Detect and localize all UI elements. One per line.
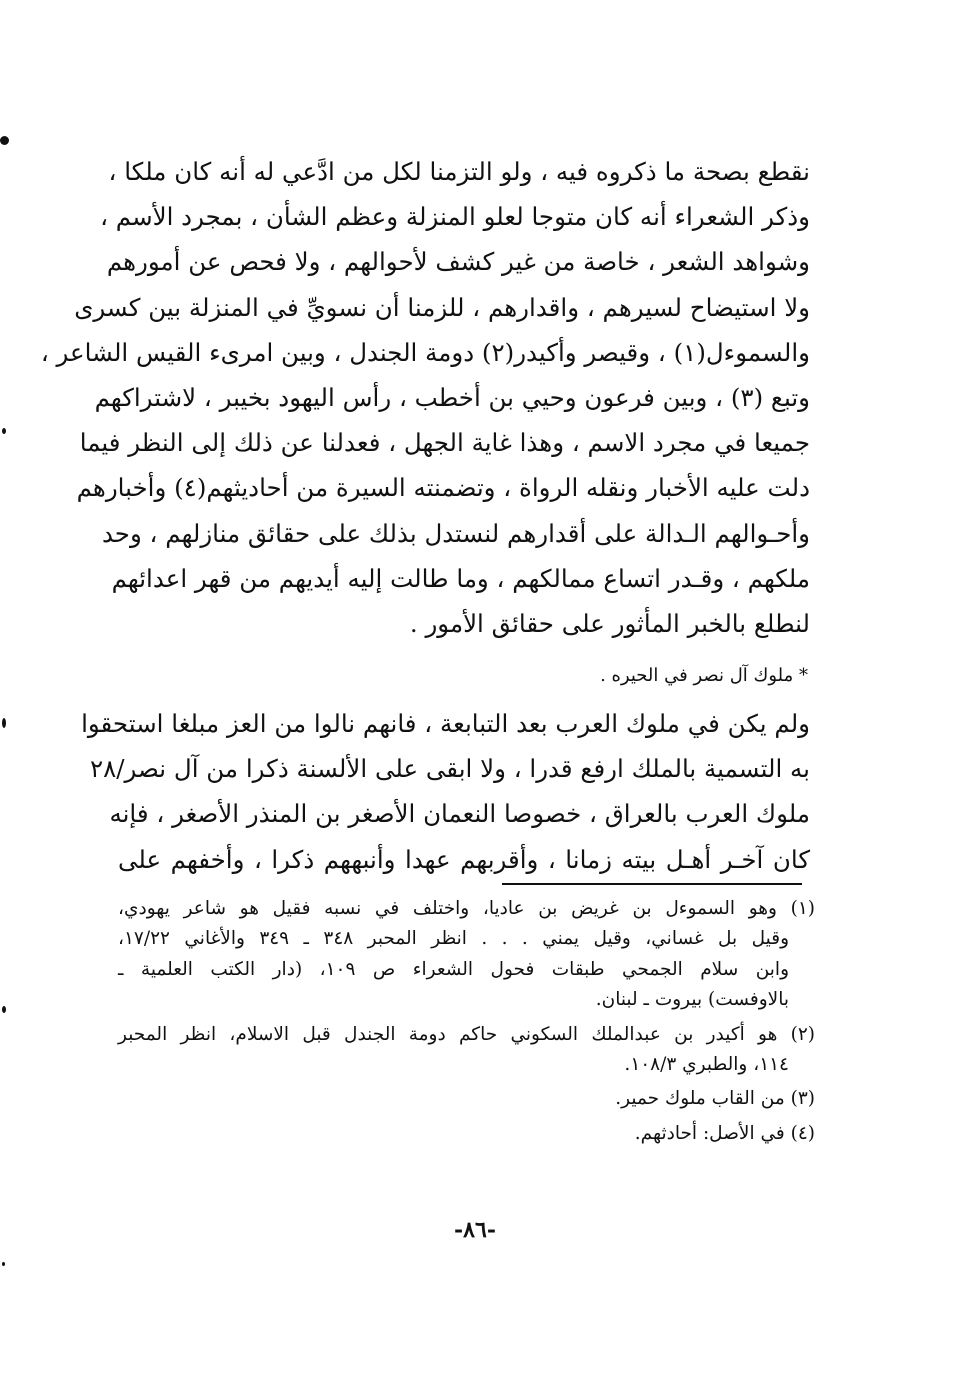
footnote-line: (٤) في الأصل: أحادثهم.	[634, 1122, 815, 1144]
footnote-separator	[502, 883, 802, 885]
scan-mark	[2, 1262, 5, 1266]
scan-mark	[2, 718, 6, 728]
page-number: -٨٦-	[454, 1217, 496, 1243]
text-line: ولا استيضاح لسيرهم ، واقدارهم ، للزمنا أن نسويِّ في المنزلة بين كسرى	[74, 292, 810, 322]
footnote-line: بالاوفست) بيروت ـ لبنان.	[595, 989, 789, 1011]
text-line: وأحـوالهم الـدالة على أقدارهم لنستدل بذلك على حقائق منازلهم ، وحد	[101, 518, 810, 548]
footnote-line: (٢) هو أكيدر بن عبدالملك السكوني حاكم دومة الجندل قبل الاسلام، انظر المحبر	[118, 1023, 815, 1045]
footnote-1	[118, 894, 815, 1016]
text-line: وتبع (٣) ، وبين فرعون وحيي بن أخطب ، رأس اليهود بخيبر ، لاشتراكهم	[94, 382, 810, 412]
text-line: به التسمية بالملك ارفع قدرا ، ولا ابقى على الألسنة ذكرا من آل نصر/٢٨	[89, 754, 810, 784]
text-line: ملوك العرب بالعراق ، خصوصا النعمان الأصغر بن المنذر الأصغر ، فإنه	[109, 799, 810, 829]
text-line: نقطع بصحة ما ذكروه فيه ، ولو التزمنا لكل من ادَّعي له أنه كان ملكا ،	[108, 157, 810, 186]
footnote-line: (١) وهو السموءل بن غريض بن عاديا، واختلف في نسبه فقيل هو شاعر يهودي،	[118, 898, 815, 919]
footnote-3	[118, 1084, 815, 1114]
scan-mark	[2, 428, 6, 434]
text-line: كان آخـر أهـل بيته زمانا ، وأقربهم عهدا وأنبههم ذكرا ، وأخفهم على	[118, 844, 810, 874]
text-line: ملكهم ، وقـدر اتساع ممالكهم ، وما طالت إليه أيديهم من قهر اعدائهم	[111, 563, 810, 593]
text-line: وشواهد الشعر ، خاصة من غير كشف لأحوالهم ، ولا فحص عن أمورهم	[106, 247, 810, 277]
section-heading: * ملوك آل نصر في الحيره .	[600, 665, 808, 686]
footnote-line: ١١٤، والطبري ١٠٨/٣.	[624, 1054, 789, 1076]
text-line: جميعا في مجرد الاسم ، وهذا غاية الجهل ، فعدلنا عن ذلك إلى النظر فيما	[79, 428, 810, 458]
text-line: وذكر الشعراء أنه كان متوجا لعلو المنزلة وعظم الشأن ، بمجرد الأسم ،	[100, 202, 810, 232]
text-line: لنطلع بالخبر المأثور على حقائق الأمور .	[409, 608, 810, 638]
scan-mark	[2, 1006, 6, 1013]
text-line: دلت عليه الأخبار ونقله الرواة ، وتضمنته السيرة من أحاديثهم(٤) وأخبارهم	[76, 473, 810, 503]
paragraph-1	[40, 149, 810, 646]
footnotes	[118, 894, 815, 1153]
footnote-line: وقيل بل غساني، وقيل يمني . . . انظر المحبر ٣٤٨ ـ ٣٤٩ والأغاني ١٧/٢٢،	[118, 928, 789, 950]
footnote-line: (٣) من القاب ملوك حمير.	[615, 1088, 815, 1110]
footnote-4	[118, 1119, 815, 1149]
footnote-line: وابن سلام الجمحي طبقات فحول الشعراء ص ١٠٩، (دار الكتب العلمية ـ	[118, 958, 790, 980]
paragraph-2	[81, 701, 810, 882]
text-line: ولم يكن في ملوك العرب بعد التبابعة ، فانهم نالوا من العز مبلغا استحقوا	[81, 709, 810, 738]
footnote-2	[118, 1020, 815, 1081]
text-line: والسموءل(١) ، وقيصر وأكيدر(٢) دومة الجندل ، وبين امرىء القيس الشاعر ،	[40, 337, 810, 367]
scan-mark	[0, 136, 9, 145]
